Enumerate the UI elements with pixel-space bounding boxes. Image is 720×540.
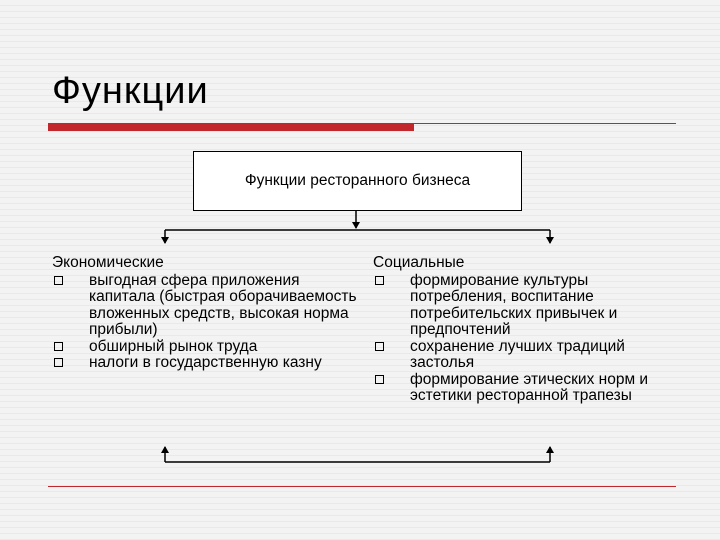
square-bullet-icon [54,342,63,351]
center-box-label: Функции ресторанного бизнеса [244,172,471,189]
list-item-text: формирование культуры потребления, воспитание потребительских привычек и предпочтений [410,271,618,338]
footer-rule [48,486,676,487]
slide-title: Функции [52,70,209,112]
list-item [52,355,362,372]
list-item-text: выгодная сфера приложения капитала (быстрая оборачиваемость вложенных средств, высокая норма прибыли) [89,271,357,338]
square-bullet-icon [375,375,384,384]
economic-list [52,273,362,372]
list-item [373,372,673,405]
list-item [373,273,673,339]
economic-functions [52,255,362,372]
square-bullet-icon [375,276,384,285]
square-bullet-icon [54,358,63,367]
list-item [373,339,673,372]
list-item-text: налоги в государственную казну [89,354,322,371]
social-list [373,273,673,405]
list-item-text: обширный рынок труда [89,337,258,355]
square-bullet-icon [54,276,63,285]
list-item-text: сохранение лучших традиций застолья [410,337,625,371]
square-bullet-icon [375,342,384,351]
list-item [52,339,362,356]
social-functions [373,255,673,405]
list-item-text: формирование этических норм и эстетики ресторанной трапезы [410,370,649,404]
economic-heading: Экономические [52,254,164,271]
list-item [52,273,362,339]
social-heading: Социальные [373,254,465,271]
